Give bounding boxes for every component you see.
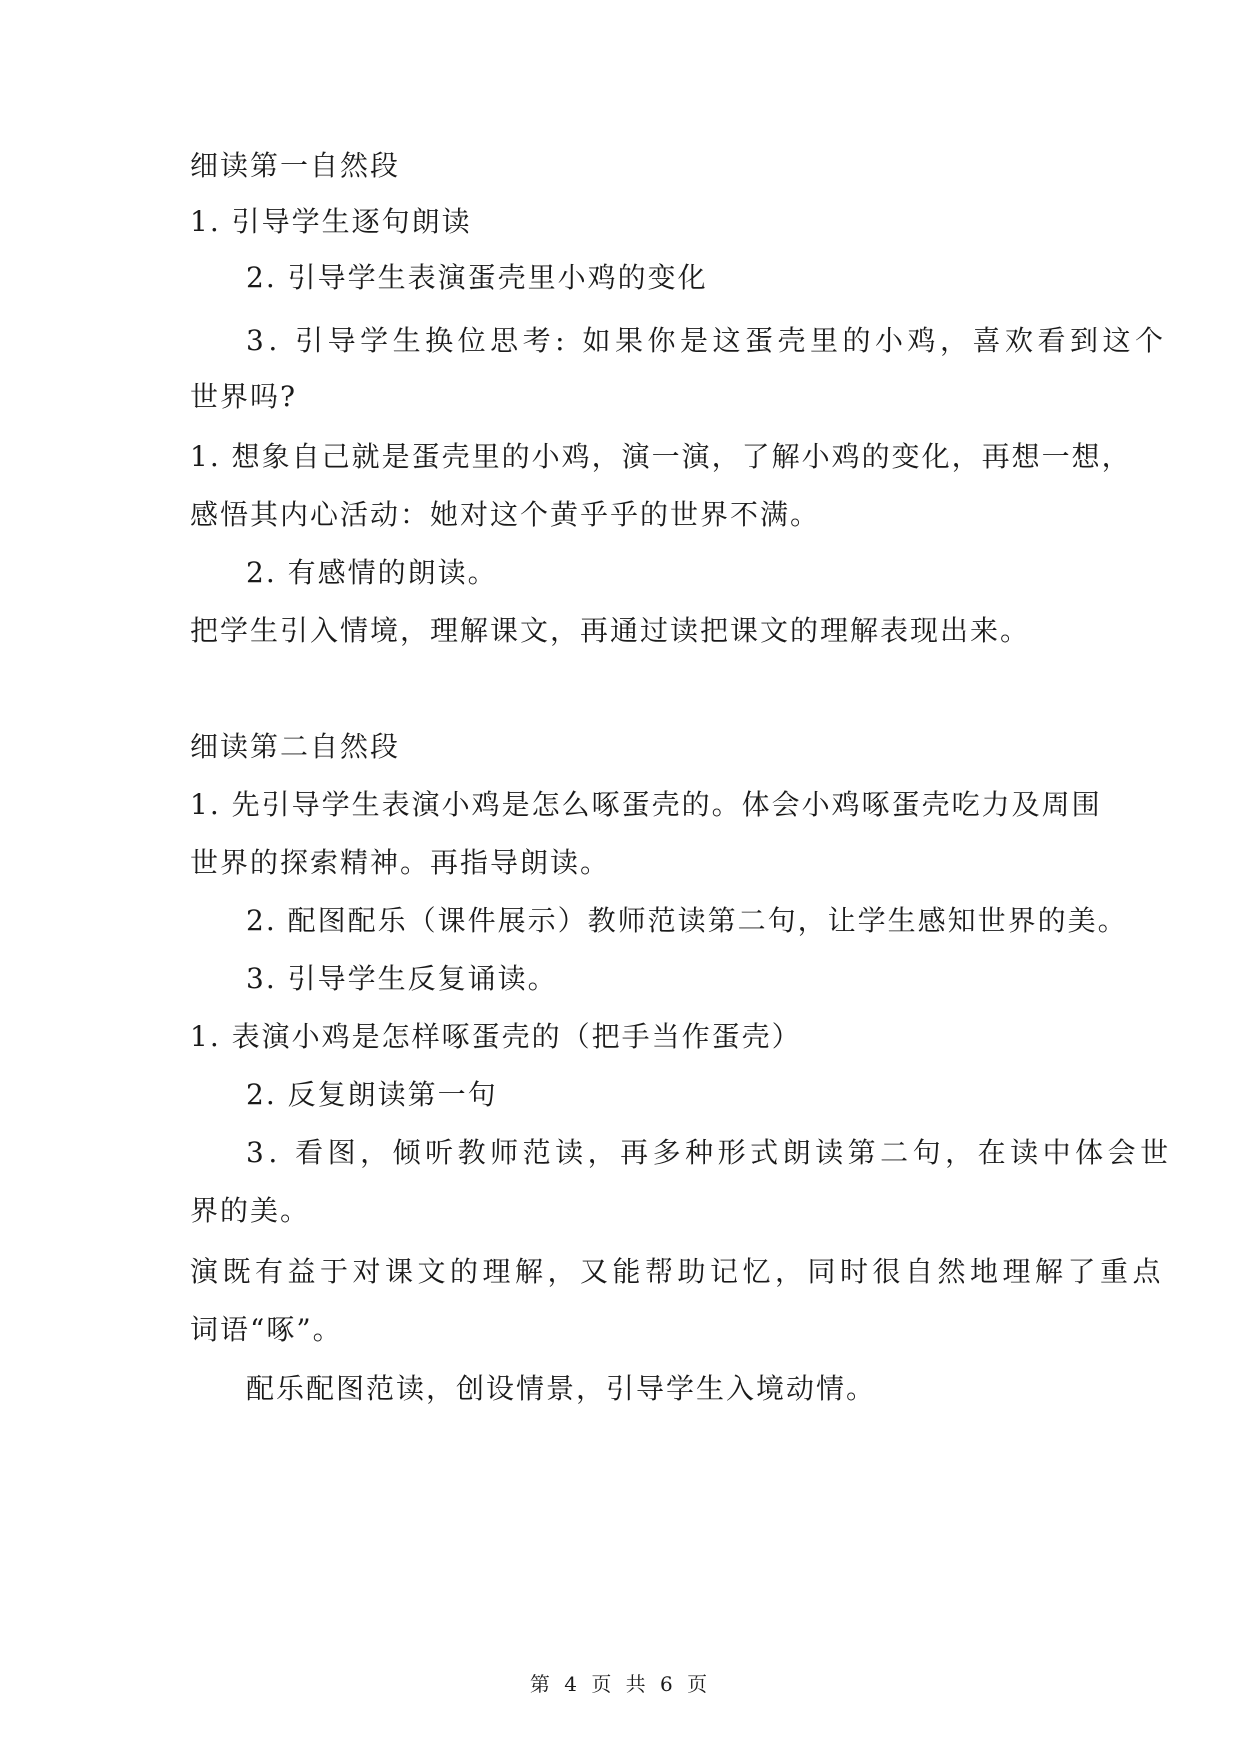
text-line: 1. 先引导学生表演小鸡是怎么啄蛋壳的。体会小鸡啄蛋壳吃力及周围 <box>190 788 1102 821</box>
text-line: 世界吗? <box>190 380 298 413</box>
text-line: 3. 看图，倾听教师范读，再多种形式朗读第二句，在读中体会世 <box>246 1136 1173 1169</box>
page-number-footer: 第 4 页 共 6 页 <box>529 1672 712 1696</box>
text-line: 配乐配图范读，创设情景，引导学生入境动情。 <box>246 1372 877 1405</box>
text-line: 把学生引入情境，理解课文，再通过读把课文的理解表现出来。 <box>190 614 1031 647</box>
text-line: 2. 引导学生表演蛋壳里小鸡的变化 <box>246 261 708 294</box>
text-line: 界的美。 <box>190 1194 311 1227</box>
text-line: 2. 配图配乐（课件展示）教师范读第二句，让学生感知世界的美。 <box>246 904 1128 937</box>
text-line: 1. 引导学生逐句朗读 <box>190 205 472 238</box>
section-heading-paragraph-2: 细读第二自然段 <box>190 730 401 763</box>
text-line: 词语“啄”。 <box>190 1313 343 1346</box>
text-line: 3. 引导学生反复诵读。 <box>246 962 558 995</box>
text-line: 1. 想象自己就是蛋壳里的小鸡，演一演，了解小鸡的变化，再想一想， <box>190 440 1132 473</box>
text-line: 3. 引导学生换位思考: 如果你是这蛋壳里的小鸡，喜欢看到这个 <box>246 324 1168 357</box>
text-line: 2. 有感情的朗读。 <box>246 556 498 589</box>
text-line: 1. 表演小鸡是怎样啄蛋壳的（把手当作蛋壳） <box>190 1020 802 1053</box>
section-heading-paragraph-1: 细读第一自然段 <box>190 149 401 182</box>
text-line: 2. 反复朗读第一句 <box>246 1078 498 1111</box>
text-line: 世界的探索精神。再指导朗读。 <box>190 846 611 879</box>
text-line: 感悟其内心活动：她对这个黄乎乎的世界不满。 <box>190 498 821 531</box>
text-line: 演既有益于对课文的理解，又能帮助记忆，同时很自然地理解了重点 <box>190 1255 1166 1288</box>
